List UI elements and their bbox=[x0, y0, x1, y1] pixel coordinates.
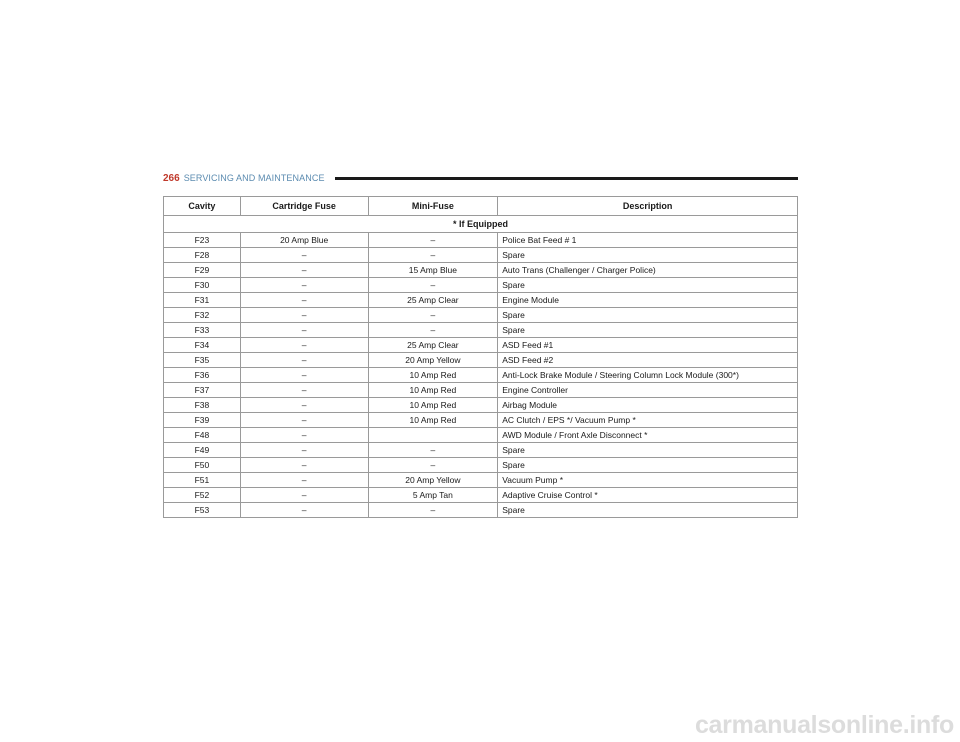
description-cell: AWD Module / Front Axle Disconnect * bbox=[498, 428, 798, 443]
cartridge-fuse-cell: – bbox=[240, 248, 368, 263]
fuse-table-body bbox=[164, 216, 798, 518]
cartridge-fuse-cell: – bbox=[240, 398, 368, 413]
description-cell: ASD Feed #1 bbox=[498, 338, 798, 353]
cartridge-fuse-cell: – bbox=[240, 338, 368, 353]
page-number: 266 bbox=[163, 172, 180, 184]
header-rule bbox=[335, 177, 798, 180]
table-row bbox=[164, 263, 798, 278]
cavity-cell: F51 bbox=[164, 473, 241, 488]
table-row bbox=[164, 248, 798, 263]
cavity-cell: F39 bbox=[164, 413, 241, 428]
cavity-cell: F33 bbox=[164, 323, 241, 338]
cavity-cell: F34 bbox=[164, 338, 241, 353]
cartridge-fuse-cell: – bbox=[240, 353, 368, 368]
column-header-cavity: Cavity bbox=[164, 197, 241, 216]
mini-fuse-cell: – bbox=[368, 233, 498, 248]
cavity-cell: F53 bbox=[164, 503, 241, 518]
cavity-cell: F28 bbox=[164, 248, 241, 263]
table-row bbox=[164, 353, 798, 368]
description-cell: Vacuum Pump * bbox=[498, 473, 798, 488]
cavity-cell: F23 bbox=[164, 233, 241, 248]
cartridge-fuse-cell: – bbox=[240, 263, 368, 278]
cartridge-fuse-cell: – bbox=[240, 428, 368, 443]
cavity-cell: F32 bbox=[164, 308, 241, 323]
cartridge-fuse-cell: – bbox=[240, 503, 368, 518]
mini-fuse-cell: 5 Amp Tan bbox=[368, 488, 498, 503]
description-cell: Spare bbox=[498, 323, 798, 338]
description-cell: ASD Feed #2 bbox=[498, 353, 798, 368]
cartridge-fuse-cell: – bbox=[240, 383, 368, 398]
description-cell: Engine Controller bbox=[498, 383, 798, 398]
mini-fuse-cell: – bbox=[368, 308, 498, 323]
table-row bbox=[164, 488, 798, 503]
cartridge-fuse-cell: – bbox=[240, 368, 368, 383]
description-cell: Spare bbox=[498, 248, 798, 263]
cartridge-fuse-cell: – bbox=[240, 308, 368, 323]
table-row bbox=[164, 398, 798, 413]
mini-fuse-cell: 10 Amp Red bbox=[368, 368, 498, 383]
description-cell: Spare bbox=[498, 308, 798, 323]
mini-fuse-cell: – bbox=[368, 278, 498, 293]
cavity-cell: F38 bbox=[164, 398, 241, 413]
table-row bbox=[164, 413, 798, 428]
description-cell: Airbag Module bbox=[498, 398, 798, 413]
mini-fuse-cell: 20 Amp Yellow bbox=[368, 473, 498, 488]
cartridge-fuse-cell: – bbox=[240, 488, 368, 503]
table-row bbox=[164, 458, 798, 473]
description-cell: Spare bbox=[498, 503, 798, 518]
column-header-mini-fuse: Mini-Fuse bbox=[368, 197, 498, 216]
note-row bbox=[164, 216, 798, 233]
table-row bbox=[164, 293, 798, 308]
if-equipped-note: * If Equipped bbox=[164, 216, 798, 233]
cartridge-fuse-cell: – bbox=[240, 458, 368, 473]
cartridge-fuse-cell: – bbox=[240, 293, 368, 308]
table-row bbox=[164, 503, 798, 518]
cartridge-fuse-cell: – bbox=[240, 323, 368, 338]
mini-fuse-cell: 10 Amp Red bbox=[368, 413, 498, 428]
table-row bbox=[164, 338, 798, 353]
table-row bbox=[164, 368, 798, 383]
cavity-cell: F30 bbox=[164, 278, 241, 293]
mini-fuse-cell: – bbox=[368, 248, 498, 263]
cavity-cell: F50 bbox=[164, 458, 241, 473]
table-row bbox=[164, 323, 798, 338]
description-cell: AC Clutch / EPS */ Vacuum Pump * bbox=[498, 413, 798, 428]
mini-fuse-cell: 15 Amp Blue bbox=[368, 263, 498, 278]
cavity-cell: F52 bbox=[164, 488, 241, 503]
description-cell: Auto Trans (Challenger / Charger Police) bbox=[498, 263, 798, 278]
cavity-cell: F37 bbox=[164, 383, 241, 398]
site-watermark: carmanualsonline.info bbox=[694, 711, 954, 739]
mini-fuse-cell: – bbox=[368, 443, 498, 458]
cavity-cell: F29 bbox=[164, 263, 241, 278]
fuse-table bbox=[163, 196, 798, 518]
mini-fuse-cell: 20 Amp Yellow bbox=[368, 353, 498, 368]
cavity-cell: F31 bbox=[164, 293, 241, 308]
table-row bbox=[164, 278, 798, 293]
table-row bbox=[164, 443, 798, 458]
description-cell: Anti-Lock Brake Module / Steering Column Lock Module (300*) bbox=[498, 368, 798, 383]
cartridge-fuse-cell: – bbox=[240, 473, 368, 488]
description-cell: Spare bbox=[498, 443, 798, 458]
cartridge-fuse-cell: – bbox=[240, 413, 368, 428]
mini-fuse-cell: 10 Amp Red bbox=[368, 383, 498, 398]
cavity-cell: F35 bbox=[164, 353, 241, 368]
description-cell: Police Bat Feed # 1 bbox=[498, 233, 798, 248]
column-header-cartridge-fuse: Cartridge Fuse bbox=[240, 197, 368, 216]
description-cell: Engine Module bbox=[498, 293, 798, 308]
description-cell: Spare bbox=[498, 458, 798, 473]
description-cell: Spare bbox=[498, 278, 798, 293]
mini-fuse-cell: – bbox=[368, 503, 498, 518]
cavity-cell: F36 bbox=[164, 368, 241, 383]
cartridge-fuse-cell: – bbox=[240, 278, 368, 293]
description-cell: Adaptive Cruise Control * bbox=[498, 488, 798, 503]
mini-fuse-cell bbox=[368, 428, 498, 443]
mini-fuse-cell: 10 Amp Red bbox=[368, 398, 498, 413]
table-row bbox=[164, 383, 798, 398]
header-row bbox=[164, 197, 798, 216]
mini-fuse-cell: – bbox=[368, 323, 498, 338]
mini-fuse-cell: – bbox=[368, 458, 498, 473]
mini-fuse-cell: 25 Amp Clear bbox=[368, 293, 498, 308]
page-header bbox=[163, 171, 798, 185]
table-row bbox=[164, 308, 798, 323]
table-row bbox=[164, 233, 798, 248]
mini-fuse-cell: 25 Amp Clear bbox=[368, 338, 498, 353]
fuse-table-head bbox=[164, 197, 798, 216]
column-header-description: Description bbox=[498, 197, 798, 216]
cartridge-fuse-cell: – bbox=[240, 443, 368, 458]
table-row bbox=[164, 473, 798, 488]
section-title: SERVICING AND MAINTENANCE bbox=[183, 173, 325, 183]
cartridge-fuse-cell: 20 Amp Blue bbox=[240, 233, 368, 248]
table-row bbox=[164, 428, 798, 443]
cavity-cell: F49 bbox=[164, 443, 241, 458]
cavity-cell: F48 bbox=[164, 428, 241, 443]
